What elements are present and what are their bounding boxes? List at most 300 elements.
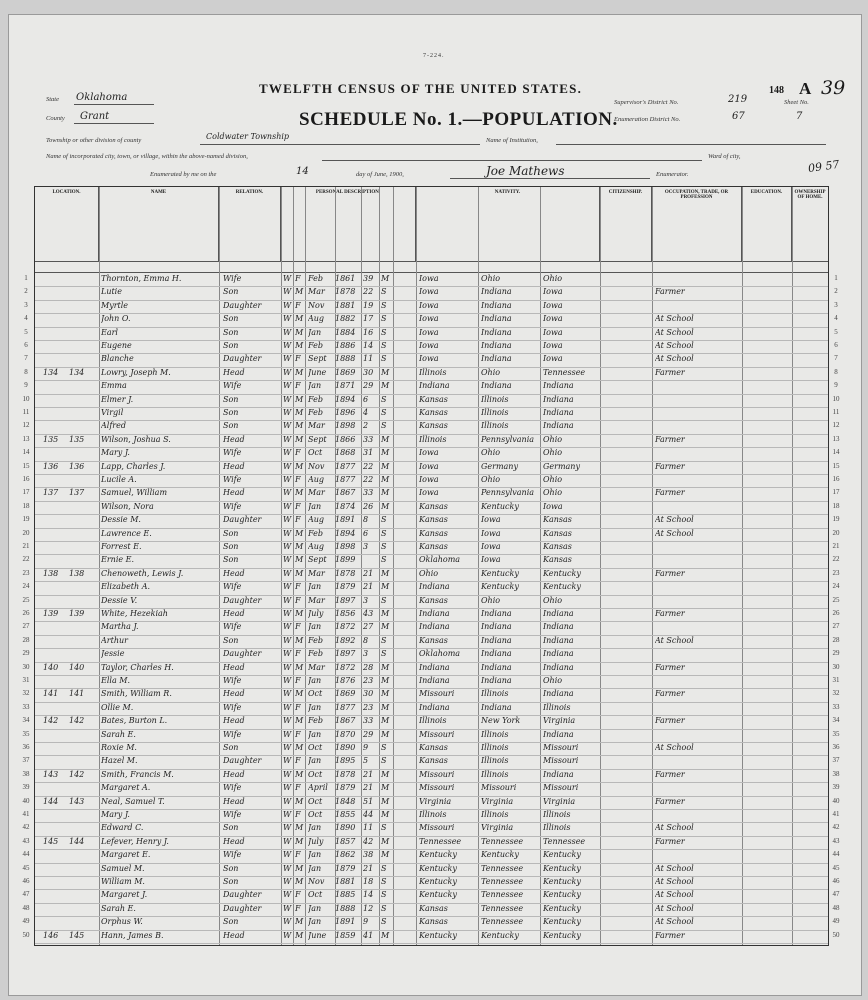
cell-sex: M [295,542,304,551]
supervisor-value: 219 [728,94,748,105]
cell-age: 43 [363,609,374,618]
cell-sex: M [295,287,304,297]
enumerated-label: Enumerated by me on the [150,171,217,178]
cell-age: 21 [363,863,374,873]
row-rule [35,943,828,944]
cell-month: Jan [308,823,322,833]
cell-month: Nov [308,877,325,886]
cell-name: Ella M. [101,676,131,685]
cell-age: 38 [363,850,374,860]
cell-race: W [283,448,292,458]
cell-pob: Kansas [419,515,448,525]
line-number: 3 [24,300,28,309]
cell-age: 33 [363,488,374,498]
cell-year: 1884 [335,327,356,337]
cell-sex: F [295,729,301,739]
line-number: 22 [22,555,30,564]
cell-pob: Iowa [419,341,439,350]
cell-pob: Indiana [419,662,450,672]
cell-mpob: Indiana [543,408,574,417]
cell-marital: S [381,528,387,538]
cell-fpob: Illinois [481,743,509,752]
line-number: 40 [832,796,840,805]
cell-race: W [283,300,292,310]
cell-mpob: Kentucky [543,890,581,900]
cell-sex: F [295,300,301,310]
cell-pob: Missouri [419,689,455,699]
cell-marital: S [381,823,387,833]
cell-marital: S [381,354,387,364]
cell-mpob: Indiana [543,689,574,699]
cell-marital: M [381,609,390,618]
cell-dwelling: 146 [43,930,59,940]
cell-fpob: Tennessee [481,863,524,873]
line-number: 42 [22,823,30,832]
cell-rel: Son [223,877,239,886]
line-number: 29 [832,649,840,658]
cell-fpob: Indiana [481,327,512,337]
cell-occ: Farmer [655,930,685,940]
cell-year: 1856 [335,609,356,618]
cell-mpob: Virginia [543,716,576,726]
cell-month: Jan [308,676,322,685]
line-number: 48 [22,903,30,912]
line-number: 2 [24,287,28,296]
cell-age: 44 [363,810,374,819]
cell-year: 1894 [335,528,356,538]
cell-fpob: Tennessee [481,836,524,846]
cell-race: W [283,796,292,806]
cell-month: Sept [308,354,327,364]
cell-occ: At School [655,354,694,364]
cell-year: 1862 [335,850,356,860]
cell-rel: Wife [223,501,242,511]
cell-year: 1885 [335,890,356,900]
cell-month: Jan [308,702,322,712]
cell-month: Feb [308,341,323,350]
cell-name: Jessie [101,649,125,659]
cell-race: W [283,408,292,417]
cell-rel: Son [223,863,239,873]
line-number: 16 [22,475,30,483]
cell-name: Hazel M. [101,756,138,766]
cell-age: 14 [363,341,374,350]
cell-family: 134 [69,367,85,377]
state-label: State [46,96,59,103]
cell-month: Jan [308,501,322,511]
cell-mpob: Kentucky [543,850,581,860]
cell-name: Dessie V. [101,595,138,605]
cell-family: 140 [69,662,85,672]
cell-sex: M [295,930,304,940]
cell-year: 1896 [335,408,356,417]
cell-year: 1848 [335,796,356,806]
cell-marital: M [381,716,390,726]
line-number: 7 [24,354,28,363]
line-number: 43 [22,836,30,845]
cell-rel: Head [223,689,245,699]
cell-mpob: Indiana [543,649,574,659]
cell-race: W [283,461,292,471]
cell-pob: Iowa [419,461,439,471]
line-number: 21 [22,542,30,550]
state-value: Oklahoma [76,92,128,103]
cell-fpob: Kentucky [481,930,519,940]
line-number: 50 [832,930,840,939]
line-number: 47 [22,890,30,899]
cell-age: 6 [363,528,369,538]
cell-marital: S [381,341,387,350]
line-number: 25 [832,595,840,604]
enumerator-name: Joe Mathews [486,164,565,178]
cell-marital: M [381,501,390,511]
cell-mpob: Indiana [543,394,574,404]
cell-pob: Iowa [419,354,439,364]
cell-rel: Wife [223,810,242,819]
cell-year: 1892 [335,635,356,645]
cell-mpob: Germany [543,461,580,471]
cell-family: 141 [69,689,85,699]
cell-month: Aug [308,475,325,484]
cell-rel: Head [223,461,245,471]
cell-year: 1877 [335,702,356,712]
cell-age: 11 [363,354,374,364]
cell-race: W [283,274,292,283]
cell-marital: S [381,300,387,310]
cell-name: Ernie E. [101,555,135,565]
cell-race: W [283,877,292,886]
cell-month: April [308,783,328,793]
cell-age: 3 [363,595,369,605]
cell-pob: Indiana [419,381,450,391]
cell-occ: At School [655,314,694,324]
cell-name: Elmer J. [101,394,134,404]
cell-name: Lowry, Joseph M. [101,367,171,377]
cell-pob: Iowa [419,287,439,297]
cell-race: W [283,729,292,739]
cell-age: 18 [363,877,374,886]
cell-occ: At School [655,528,694,538]
cell-name: Ollie M. [101,702,134,712]
cell-rel: Son [223,394,239,404]
cell-fpob: Indiana [481,381,512,391]
cell-fpob: Illinois [481,729,509,739]
state-line [74,104,154,105]
cell-month: Mar [308,488,325,498]
line-number: 45 [832,863,840,872]
cell-month: Jan [308,903,322,913]
cell-rel: Daughter [223,515,262,525]
cell-occ: Farmer [655,434,685,444]
cell-occ: At School [655,863,694,873]
cell-month: Aug [308,542,325,551]
cell-marital: S [381,542,387,551]
cell-pob: Iowa [419,327,439,337]
cell-pob: Kansas [419,528,448,538]
cell-name: Margaret E. [101,850,151,860]
cell-fpob: Germany [481,461,518,471]
colhead-ownership: OWNERSHIP OF HOME. [794,190,826,200]
cell-family: 142 [69,716,85,726]
cell-race: W [283,609,292,618]
cell-age: 26 [363,501,374,511]
line-number: 44 [832,850,840,859]
cell-pob: Kansas [419,421,448,431]
cell-pob: Illinois [419,716,447,726]
cell-occ: Farmer [655,287,685,297]
cell-name: Alfred [101,421,126,431]
cell-name: Samuel M. [101,863,145,873]
cell-mpob: Kentucky [543,903,581,913]
cell-mpob: Virginia [543,796,576,806]
cell-race: W [283,903,292,913]
cell-age: 3 [363,649,369,659]
cell-year: 1870 [335,729,356,739]
cell-pob: Kentucky [419,877,457,886]
corner-note: 09 57 [807,157,841,176]
cell-fpob: Pennsylvania [481,488,535,498]
cell-fpob: Indiana [481,702,512,712]
cell-year: 1869 [335,367,356,377]
cell-occ: Farmer [655,796,685,806]
cell-name: Lawrence E. [101,528,152,538]
cell-fpob: Ohio [481,475,501,484]
cell-age: 21 [363,783,374,793]
cell-name: Lucile A. [101,475,137,484]
cell-marital: S [381,421,387,431]
cell-dwelling: 144 [43,796,59,806]
cell-sex: F [295,595,301,605]
enumerated-day: 14 [296,166,309,177]
cell-name: Chenoweth, Lewis J. [101,568,184,578]
cell-race: W [283,863,292,873]
township-label: Township or other division of county [46,137,142,144]
cell-age: 9 [363,917,369,927]
cell-fpob: Virginia [481,823,514,833]
institution-line [556,144,826,145]
cell-age: 33 [363,434,374,444]
cell-race: W [283,568,292,578]
cell-race: W [283,381,292,391]
line-number: 14 [832,448,840,457]
cell-rel: Wife [223,475,242,484]
line-number: 41 [22,810,30,818]
cell-occ: Farmer [655,716,685,726]
cell-fpob: Ohio [481,448,501,458]
census-table [34,186,829,946]
form-number: 7-224. [423,53,445,59]
cell-fpob: Indiana [481,649,512,659]
line-number: 16 [832,475,840,483]
cell-sex: M [295,434,304,444]
cell-rel: Head [223,434,245,444]
cell-race: W [283,582,292,592]
cell-mpob: Indiana [543,729,574,739]
line-number: 19 [22,515,30,524]
cell-family: 136 [69,461,85,471]
cell-age: 51 [363,796,374,806]
cell-dwelling: 138 [43,568,59,578]
cell-marital: S [381,903,387,913]
cell-dwelling: 140 [43,662,59,672]
cell-race: W [283,367,292,377]
cell-year: 1855 [335,810,356,819]
cell-fpob: Kentucky [481,850,519,860]
cell-mpob: Kansas [543,528,572,538]
cell-name: Neal, Samuel T. [101,796,165,806]
line-number: 26 [832,609,840,617]
cell-family: 145 [69,930,85,940]
cell-rel: Daughter [223,300,262,310]
cell-pob: Missouri [419,729,455,739]
cell-mpob: Kentucky [543,930,581,940]
line-number: 23 [22,568,30,577]
cell-year: 1867 [335,488,356,498]
cell-marital: M [381,461,390,471]
cell-name: Margaret J. [101,890,148,900]
cell-mpob: Kentucky [543,917,581,927]
line-number: 45 [22,863,30,872]
line-number: 49 [22,917,30,926]
line-number: 20 [832,528,840,537]
cell-rel: Son [223,542,239,551]
cell-month: July [308,836,324,846]
cell-year: 1879 [335,863,356,873]
enumerator-label: Enumerator. [656,171,689,178]
corner-handwritten: 39 [821,77,846,99]
cell-sex: F [295,903,301,913]
colhead-education: EDUCATION. [742,187,792,261]
cell-name: Myrtle [101,300,129,310]
cell-race: W [283,622,292,632]
cell-name: Lutie [101,287,122,297]
cell-month: Feb [308,274,323,283]
cell-year: 1877 [335,461,356,471]
cell-family: 139 [69,609,85,618]
line-number: 34 [832,716,840,725]
cell-age: 33 [363,716,374,726]
cell-family: 137 [69,488,85,498]
cell-age: 39 [363,274,374,283]
cell-pob: Iowa [419,448,439,458]
cell-year: 1886 [335,341,356,350]
cell-month: Sept [308,434,327,444]
cell-name: Wilson, Joshua S. [101,434,171,444]
cell-age: 23 [363,702,374,712]
cell-pob: Illinois [419,810,447,819]
cell-rel: Head [223,796,245,806]
place-line [322,160,702,161]
cell-occ: At School [655,327,694,337]
line-number: 35 [832,729,840,738]
line-number: 46 [22,877,30,885]
cell-fpob: Illinois [481,421,509,431]
cell-pob: Kansas [419,408,448,417]
cell-race: W [283,810,292,819]
cell-rel: Wife [223,582,242,592]
cell-occ: At School [655,635,694,645]
cell-occ: Farmer [655,836,685,846]
cell-fpob: Ohio [481,274,501,283]
cell-mpob: Kansas [543,515,572,525]
cell-age: 16 [363,327,374,337]
cell-race: W [283,555,292,565]
cell-month: Nov [308,300,325,310]
cell-race: W [283,769,292,779]
cell-fpob: Illinois [481,769,509,779]
cell-sex: F [295,702,301,712]
cell-name: Elizabeth A. [101,582,151,592]
cell-month: Oct [308,810,323,819]
cell-mpob: Tennessee [543,836,586,846]
cell-dwelling: 145 [43,836,59,846]
cell-pob: Oklahoma [419,555,461,565]
cell-sex: M [295,635,304,645]
cell-race: W [283,930,292,940]
cell-sex: F [295,448,301,458]
cell-age: 31 [363,448,374,458]
cell-fpob: Indiana [481,341,512,350]
cell-mpob: Kentucky [543,568,581,578]
cell-month: Mar [308,662,325,672]
cell-rel: Wife [223,850,242,860]
cell-occ: Farmer [655,662,685,672]
line-number: 30 [22,662,30,671]
cell-pob: Ohio [419,568,439,578]
cell-pob: Iowa [419,314,439,324]
cell-occ: At School [655,515,694,525]
line-number: 49 [832,917,840,926]
cell-year: 1857 [335,836,356,846]
cell-fpob: Missouri [481,783,517,793]
cell-race: W [283,756,292,766]
cell-rel: Son [223,743,239,752]
cell-age: 9 [363,743,369,752]
cell-sex: M [295,421,304,431]
cell-occ: At School [655,890,694,900]
line-number: 9 [24,381,28,390]
cell-month: Oct [308,796,323,806]
cell-age: 8 [363,635,369,645]
line-number: 6 [834,341,838,349]
cell-month: Feb [308,394,323,404]
cell-occ: Farmer [655,568,685,578]
schedule-title: SCHEDULE No. 1.—POPULATION. [299,109,618,130]
cell-sex: M [295,769,304,779]
cell-age: 4 [363,408,369,417]
cell-family: 135 [69,434,85,444]
cell-family: 142 [69,769,85,779]
cell-name: Samuel, William [101,488,168,498]
cell-rel: Daughter [223,756,262,766]
line-number: 4 [834,314,838,323]
sheet-label: Sheet No. [784,99,809,106]
cell-race: W [283,287,292,297]
colhead-name: NAME [99,187,219,261]
cell-marital: S [381,394,387,404]
cell-age: 41 [363,930,374,940]
column-number-bar [35,261,828,273]
cell-month: Feb [308,716,323,726]
cell-year: 1895 [335,756,356,766]
cell-sex: M [295,408,304,417]
cell-race: W [283,676,292,685]
cell-occ: At School [655,903,694,913]
cell-race: W [283,662,292,672]
cell-mpob: Indiana [543,381,574,391]
cell-year: 1867 [335,716,356,726]
cell-pob: Kansas [419,542,448,551]
